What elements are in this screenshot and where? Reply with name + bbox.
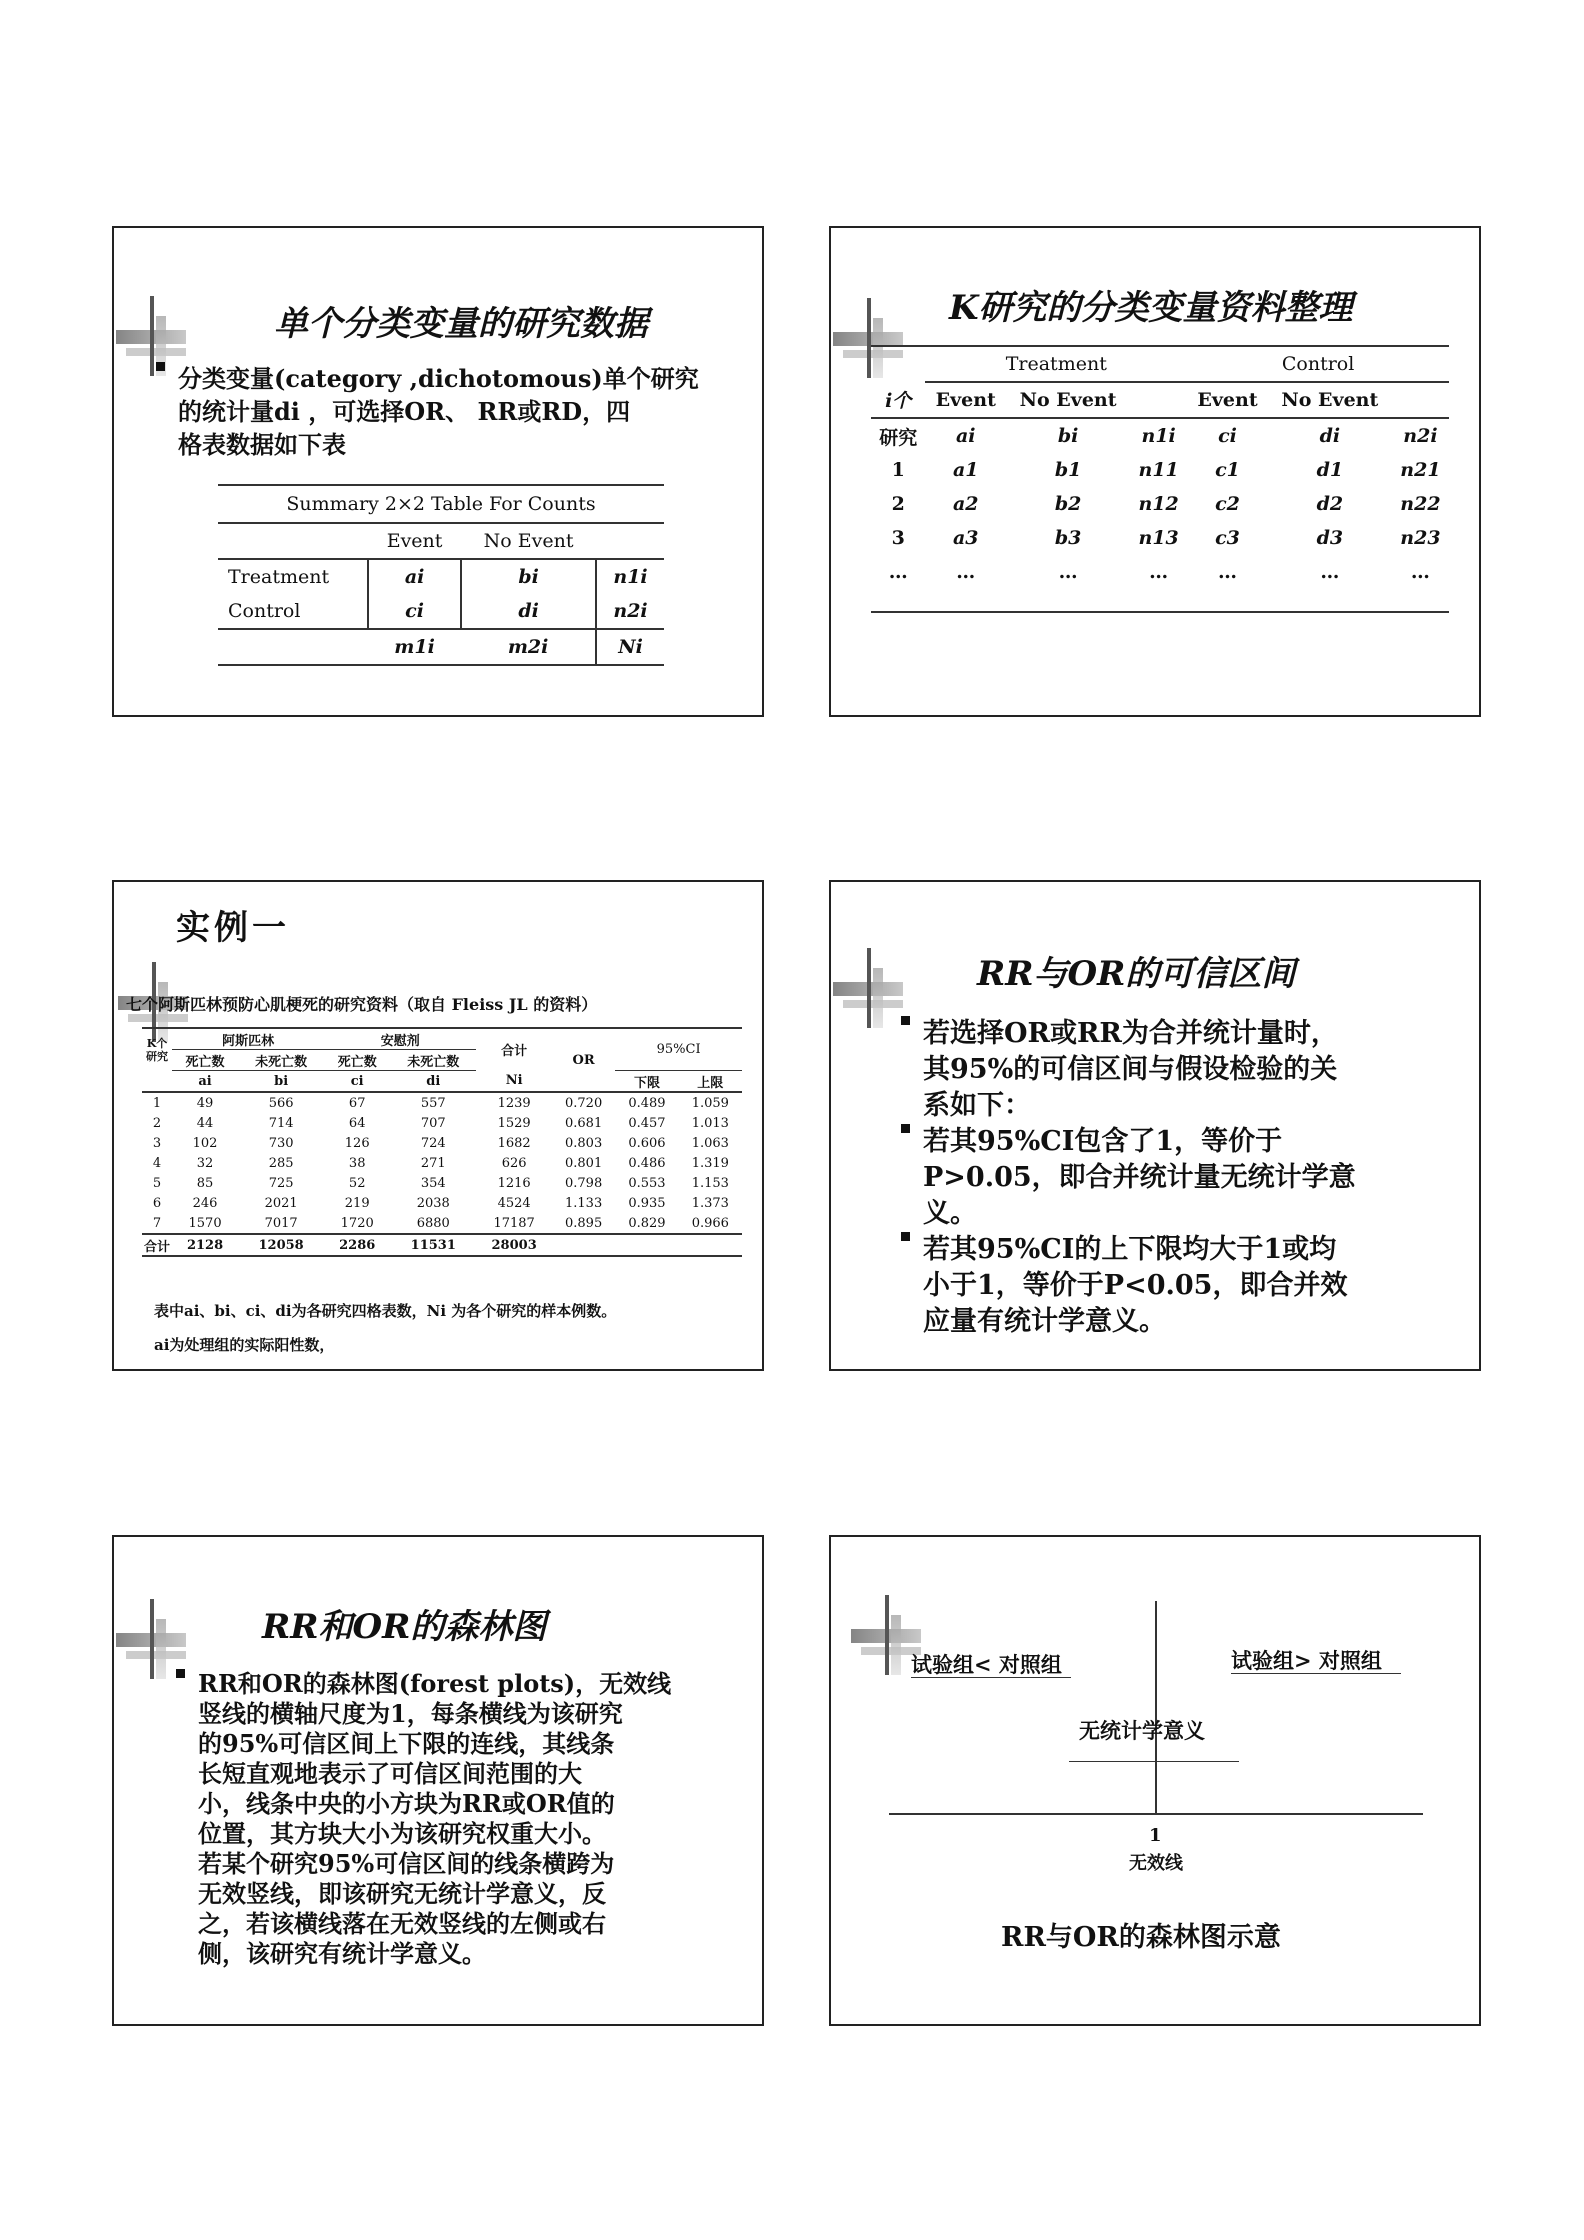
cell: 1.133 xyxy=(565,1195,603,1211)
bullet-line: 系如下： xyxy=(923,1090,1031,1121)
cell: di xyxy=(461,594,596,629)
left-label-underline xyxy=(911,1677,1071,1678)
cell: 2128 xyxy=(186,1237,224,1253)
cell: ai xyxy=(368,559,461,594)
cell: 126 xyxy=(344,1135,370,1151)
bullet-line: 长短直观地表示了可信区间范围的大 xyxy=(198,1759,582,1788)
cell: c1 xyxy=(1215,459,1240,481)
cell: … xyxy=(1218,561,1237,583)
cell: 17187 xyxy=(493,1215,535,1231)
header-cell: K个研究 xyxy=(146,1036,168,1063)
cell: a1 xyxy=(952,459,979,481)
figure-caption: RR与OR的森林图示意 xyxy=(1001,1922,1281,1953)
bullet-line: 竖线的横轴尺度为1，每条横线为该研究 xyxy=(198,1699,623,1728)
sub-header: No Event xyxy=(1281,389,1379,411)
col-header: Event xyxy=(368,523,461,559)
header-cell: 下限 xyxy=(633,1075,660,1091)
cell: 0.553 xyxy=(628,1175,666,1191)
header-cell: 未死亡数 xyxy=(238,1050,324,1071)
cell: 285 xyxy=(268,1155,294,1171)
cell: 724 xyxy=(420,1135,446,1151)
header-cell: di xyxy=(426,1073,441,1089)
cell: 0.966 xyxy=(691,1215,729,1231)
cell: 28003 xyxy=(491,1237,537,1253)
cell: 557 xyxy=(420,1095,446,1111)
slide-title: RR与OR的可信区间 xyxy=(977,954,1296,994)
cross-decoration xyxy=(833,948,903,1028)
cell: n21 xyxy=(1400,459,1441,481)
null-line-label: 无效线 xyxy=(1129,1853,1183,1874)
slide-4 xyxy=(829,880,1481,1371)
header-cell: 阿斯匹林 xyxy=(172,1028,324,1050)
group-header: Treatment xyxy=(925,346,1187,382)
cell: 4 xyxy=(152,1155,162,1171)
sub-header: No Event xyxy=(1019,389,1117,411)
cell: m2i xyxy=(461,629,596,665)
cell: … xyxy=(1320,561,1340,583)
sub-header xyxy=(1392,382,1449,418)
slide-1 xyxy=(112,226,764,717)
bullet-list xyxy=(154,362,699,461)
cell: 0.801 xyxy=(565,1155,603,1171)
bullet-line: 其95%的可信区间与假设检验的关 xyxy=(923,1054,1338,1085)
header-cell: 95%CI xyxy=(615,1028,742,1071)
cell: 0.681 xyxy=(565,1115,603,1131)
cell: 1239 xyxy=(497,1095,531,1111)
cell: 4524 xyxy=(497,1195,531,1211)
bullet-line: 若其95%CI包含了1，等价于 xyxy=(923,1126,1283,1157)
cell: 32 xyxy=(196,1155,214,1171)
table-note: ai为处理组的实际阳性数， xyxy=(154,1336,335,1354)
cell: 1.063 xyxy=(691,1135,729,1151)
cell: 1529 xyxy=(497,1115,531,1131)
row-label-header: i个 xyxy=(885,390,912,412)
cell: m1i xyxy=(368,629,461,665)
header-cell: Ni xyxy=(505,1073,523,1089)
slide-5 xyxy=(112,1535,764,2026)
table-note: 表中ai、bi、ci、di为各研究四格表数，Ni 为各个研究的样本例数。 xyxy=(154,1302,617,1320)
cell: c2 xyxy=(1215,493,1240,515)
cell: 0.457 xyxy=(628,1115,666,1131)
cell: 626 xyxy=(501,1155,527,1171)
table-row xyxy=(142,1153,742,1173)
cell: 0.486 xyxy=(628,1155,666,1171)
center-label: 无统计学意义 xyxy=(1079,1718,1205,1743)
cell: 合计 xyxy=(144,1239,171,1255)
table-row xyxy=(142,1113,742,1133)
cell: 2 xyxy=(891,493,905,515)
bullet-line: 位置，其方块大小为该研究权重大小。 xyxy=(198,1819,606,1848)
bullet-line: 若某个研究95%可信区间的线条横跨为 xyxy=(198,1849,615,1878)
bullet-line: RR和OR的森林图(forest plots)，无效线 xyxy=(198,1669,672,1698)
cell: 707 xyxy=(420,1115,446,1131)
cell: 566 xyxy=(268,1095,294,1111)
bullet-line: P>0.05，即合并统计量无统计学意 xyxy=(923,1162,1356,1193)
cell: 0.895 xyxy=(565,1215,603,1231)
table-row xyxy=(871,487,1449,521)
header-cell: 未死亡数 xyxy=(390,1050,476,1071)
cell: 354 xyxy=(420,1175,446,1191)
cell: n1i xyxy=(1141,425,1176,447)
cell: 102 xyxy=(192,1135,218,1151)
cell: 12058 xyxy=(258,1237,304,1253)
cell: 44 xyxy=(196,1115,214,1131)
slide-2 xyxy=(829,226,1481,717)
header-cell: 安慰剂 xyxy=(324,1028,476,1050)
cell: 1.153 xyxy=(691,1175,729,1191)
tick-label: 1 xyxy=(1149,1825,1162,1846)
cell: ai xyxy=(955,425,976,447)
cell: n13 xyxy=(1138,527,1179,549)
slide-title: 单个分类变量的研究数据 xyxy=(274,304,648,344)
cell: 64 xyxy=(348,1115,366,1131)
table-row xyxy=(871,453,1449,487)
cell: d3 xyxy=(1316,527,1344,549)
cell: b3 xyxy=(1054,527,1082,549)
cell: 2038 xyxy=(416,1195,450,1211)
cell: 1 xyxy=(152,1095,162,1111)
cell: n23 xyxy=(1400,527,1441,549)
cell: 0.798 xyxy=(565,1175,603,1191)
cell: 6 xyxy=(152,1195,162,1211)
cell: a2 xyxy=(952,493,979,515)
bullet-line: 侧，该研究有统计学意义。 xyxy=(198,1939,486,1968)
table-caption: Summary 2×2 Table For Counts xyxy=(218,485,664,523)
bullet-line: 格表数据如下表 xyxy=(178,430,346,459)
cell: 246 xyxy=(192,1195,218,1211)
header-cell: 死亡数 xyxy=(172,1050,238,1071)
table-row xyxy=(871,418,1449,453)
bullet-item xyxy=(899,1232,1356,1340)
group-header: Control xyxy=(1187,346,1449,382)
right-label: 试验组> 对照组 xyxy=(1231,1648,1382,1673)
header-cell: ci xyxy=(350,1073,364,1089)
cell: 1.373 xyxy=(691,1195,729,1211)
sub-header: Event xyxy=(1197,389,1258,411)
summary-2x2-table xyxy=(218,484,664,666)
cell: 2286 xyxy=(339,1237,376,1253)
cross-decoration xyxy=(116,1599,186,1679)
cell: 725 xyxy=(268,1175,294,1191)
bullet-line: 若其95%CI的上下限均大于1或均 xyxy=(923,1234,1337,1265)
bullet-line: 的统计量di ，可选择OR、 RR或RD，四 xyxy=(178,397,631,426)
header-cell: OR xyxy=(572,1052,595,1068)
cell: 0.935 xyxy=(628,1195,666,1211)
cell: 0.829 xyxy=(628,1215,666,1231)
bullet-item xyxy=(899,1124,1356,1232)
row-label: Treatment xyxy=(228,566,330,588)
slide-title: 实例一 xyxy=(176,908,290,948)
table-title: 七个阿斯匹林预防心肌梗死的研究资料（取自 Fleiss JL 的资料） xyxy=(126,995,598,1014)
x-axis xyxy=(889,1813,1423,1815)
cell: b2 xyxy=(1054,493,1082,515)
bullet-line: 小于1，等价于P<0.05，即合并效 xyxy=(923,1270,1348,1301)
left-label: 试验组< 对照组 xyxy=(911,1652,1062,1677)
cell: … xyxy=(1410,561,1430,583)
bullet-line: 小，线条中央的小方块为RR或OR值的 xyxy=(198,1789,615,1818)
bullet-line: 若选择OR或RR为合并统计量时， xyxy=(923,1018,1338,1049)
cell: 5 xyxy=(152,1175,162,1191)
cell: 271 xyxy=(420,1155,446,1171)
cell: 11531 xyxy=(410,1237,456,1253)
cell: n2i xyxy=(596,594,664,629)
cell: 1570 xyxy=(188,1215,222,1231)
bullet-item xyxy=(174,1669,671,1969)
table-row xyxy=(871,555,1449,589)
bullet-list xyxy=(899,1016,1356,1340)
slide-title: K研究的分类变量资料整理 xyxy=(949,288,1353,328)
slide-title: RR和OR的森林图 xyxy=(262,1607,547,1647)
sub-header: Event xyxy=(935,389,996,411)
cell: 85 xyxy=(196,1175,214,1191)
cell: n2i xyxy=(1403,425,1438,447)
cell: 67 xyxy=(348,1095,366,1111)
table-row xyxy=(871,521,1449,555)
cell: 0.720 xyxy=(565,1095,603,1111)
header-cell: 合计 xyxy=(501,1044,528,1060)
bullet-line: 分类变量(category ,dichotomous)单个研究 xyxy=(178,364,699,393)
cell: 3 xyxy=(152,1135,162,1151)
table-row xyxy=(142,1173,742,1193)
cell: 52 xyxy=(348,1175,366,1191)
aspirin-study-table xyxy=(142,1027,742,1257)
slide-6 xyxy=(829,1535,1481,2026)
table-row xyxy=(142,1193,742,1213)
cell: n1i xyxy=(596,559,664,594)
cell: Ni xyxy=(596,629,664,665)
row-label: Control xyxy=(218,594,368,629)
cell: 1682 xyxy=(497,1135,531,1151)
cell: 1.013 xyxy=(691,1115,729,1131)
cell: di xyxy=(1319,425,1341,447)
slide-3 xyxy=(112,880,764,1371)
cell: 219 xyxy=(344,1195,370,1211)
cell: 研究 xyxy=(879,426,918,449)
cell: … xyxy=(888,561,908,583)
bullet-line: 应量有统计学意义。 xyxy=(923,1306,1166,1337)
bullet-line: 无效竖线，即该研究无统计学意义，反 xyxy=(198,1879,606,1908)
cell: ci xyxy=(368,594,461,629)
cell: c3 xyxy=(1215,527,1240,549)
cell: n12 xyxy=(1138,493,1179,515)
bullet-line: 义。 xyxy=(923,1198,977,1229)
cell: 7017 xyxy=(264,1215,298,1231)
cell: 38 xyxy=(348,1155,366,1171)
cell: 0.803 xyxy=(565,1135,603,1151)
null-line xyxy=(1155,1601,1157,1813)
cell: 0.489 xyxy=(628,1095,666,1111)
cell: 6880 xyxy=(416,1215,450,1231)
cell: b1 xyxy=(1054,459,1082,481)
bullet-line: 之，若该横线落在无效竖线的左侧或右 xyxy=(198,1909,606,1938)
cell: 1.319 xyxy=(691,1155,729,1171)
cell: 1216 xyxy=(497,1175,531,1191)
cell: … xyxy=(956,561,976,583)
cell: 2021 xyxy=(264,1195,298,1211)
cell: a3 xyxy=(952,527,979,549)
cell: 2 xyxy=(152,1115,162,1131)
table-row xyxy=(142,1133,742,1153)
cell: 1720 xyxy=(340,1215,374,1231)
cell: n11 xyxy=(1138,459,1179,481)
bullet-line: 的95%可信区间上下限的连线，其线条 xyxy=(198,1729,615,1758)
cell: n22 xyxy=(1400,493,1441,515)
bullet-item xyxy=(899,1016,1356,1124)
sub-header xyxy=(1130,382,1187,418)
right-label-underline xyxy=(1231,1673,1401,1674)
col-header: No Event xyxy=(461,523,596,559)
cell: 0.606 xyxy=(628,1135,666,1151)
header-cell: 死亡数 xyxy=(324,1050,390,1071)
cell: bi xyxy=(461,559,596,594)
header-cell: 上限 xyxy=(697,1075,724,1091)
cell: 3 xyxy=(891,527,905,549)
cell: … xyxy=(1058,561,1078,583)
table-row xyxy=(142,1213,742,1234)
cell: 714 xyxy=(268,1115,294,1131)
cell: 1 xyxy=(891,459,905,481)
cell: ci xyxy=(1218,425,1237,447)
cell: d2 xyxy=(1316,493,1344,515)
header-cell: bi xyxy=(274,1073,289,1089)
bullet-item xyxy=(154,362,699,461)
cell: … xyxy=(1149,561,1169,583)
cell: bi xyxy=(1057,425,1079,447)
cell: 49 xyxy=(196,1095,214,1111)
table-row xyxy=(142,1092,742,1113)
cell: 1.059 xyxy=(691,1095,729,1111)
cell: 730 xyxy=(268,1135,294,1151)
cell: d1 xyxy=(1316,459,1344,481)
header-cell: ai xyxy=(198,1073,212,1089)
bullet-list xyxy=(174,1669,671,1969)
center-label-underline xyxy=(1069,1761,1239,1762)
k-studies-table xyxy=(871,345,1449,613)
cell: 7 xyxy=(152,1215,162,1231)
